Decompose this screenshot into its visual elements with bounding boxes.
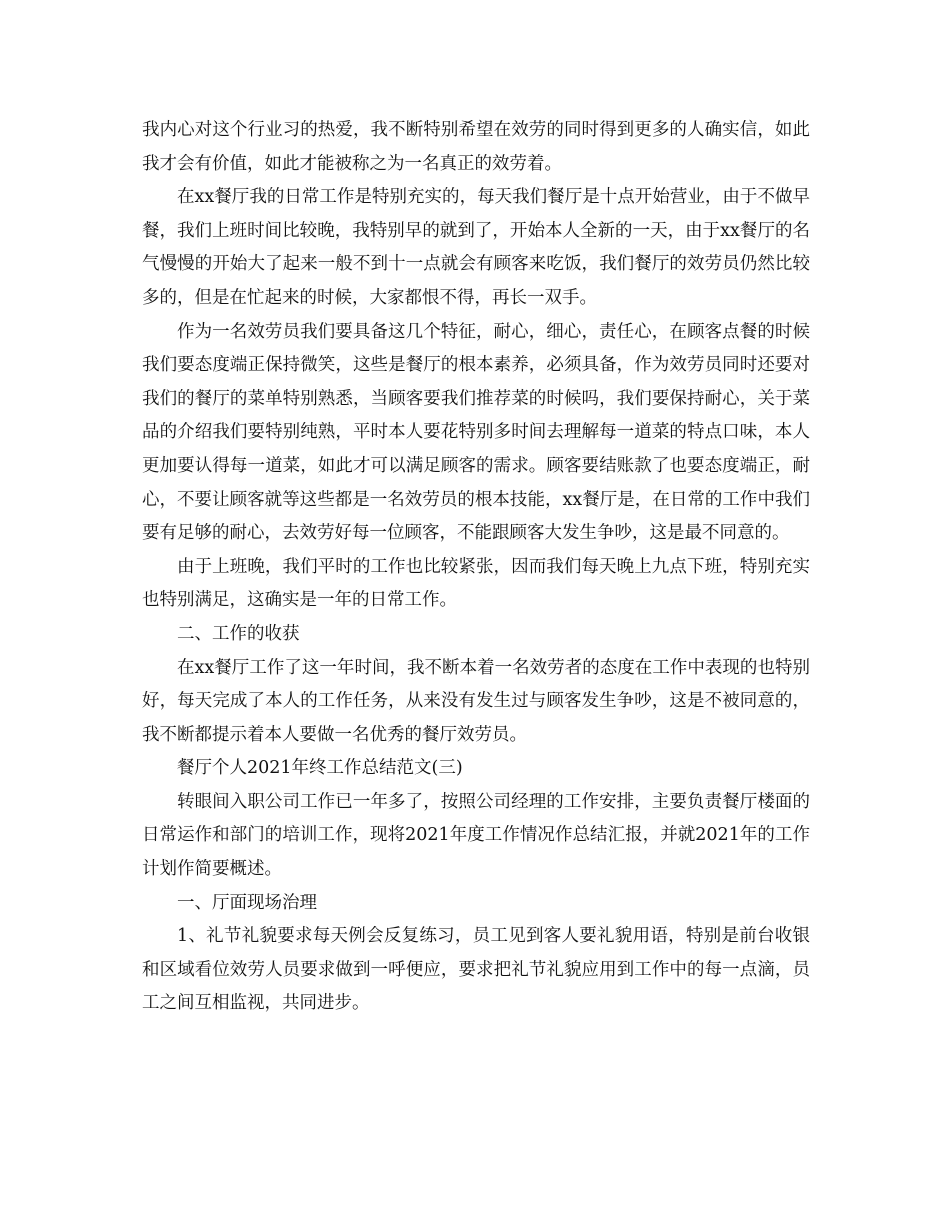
article-title: 餐厅个人2021年终工作总结范文(三) (177, 758, 463, 779)
section-heading-gains: 二、工作的收获 (177, 623, 300, 644)
paragraph-waiter-traits: 作为一名效劳员我们要具备这几个特征，耐心，细心，责任心，在顾客点餐的时候我们要态度端正保持微笑，这些是餐厅的根本素养，必须具备，作为效劳员同时还要对我们的餐厅的菜单特别熟悉，当顾客要我们推荐菜的时候吗，我们要保持耐心，关于菜品的介绍我们要特别纯熟，平时本人要花特别多时间去理解每一道菜的特点口味，本人更加要认得每一道菜，如此才可以满足顾客的需求。顾客要结账款了也要态度端正，耐心，不要让顾客就等这些都是一名效劳员的根本技能，xx餐厅是，在日常的工作中我们要有足够的耐心，去效劳好每一位顾客，不能跟顾客大发生争吵，这是最不同意的。 (142, 321, 810, 544)
paragraph-daily-work: 在xx餐厅我的日常工作是特别充实的，每天我们餐厅是十点开始营业，由于不做早餐，我们上班时间比较晚，我特别早的就到了，开始本人全新的一天，由于xx餐厅的名气慢慢的开始大了起来一般不到十一点就会有顾客来吃饭，我们餐厅的效劳员仍然比较多的，但是在忙起来的时候，大家都恨不得，再长一双手。 (142, 187, 810, 308)
section-heading-floor-management: 一、厅面现场治理 (177, 892, 317, 913)
paragraph-etiquette: 1、礼节礼貌要求每天例会反复练习，员工见到客人要礼貌用语，特别是前台收银和区域看位效劳人员要求做到一呼便应，要求把礼节礼貌应用到工作中的每一点滴，员工之间互相监视，共同进步。 (142, 926, 810, 1014)
paragraph-schedule: 由于上班晚，我们平时的工作也比较紧张，因而我们每天晚上九点下班，特别充实也特别满足，这确实是一年的日常工作。 (142, 556, 810, 611)
paragraph-gains: 在xx餐厅工作了这一年时间，我不断本着一名效劳者的态度在工作中表现的也特别好，每天完成了本人的工作任务，从来没有发生过与顾客发生争吵，这是不被同意的，我不断都提示着本人要做一名优秀的餐厅效劳员。 (142, 657, 810, 745)
paragraph-intro: 转眼间入职公司工作已一年多了，按照公司经理的工作安排，主要负责餐厅楼面的日常运作和部门的培训工作，现将2021年度工作情况作总结汇报，并就2021年的工作计划作简要概述。 (142, 791, 810, 880)
document-body (142, 114, 810, 1021)
paragraph-continuation: 我内心对这个行业习的热爱，我不断特别希望在效劳的同时得到更多的人确实信，如此我才会有价值，如此才能被称之为一名真正的效劳着。 (142, 120, 810, 174)
